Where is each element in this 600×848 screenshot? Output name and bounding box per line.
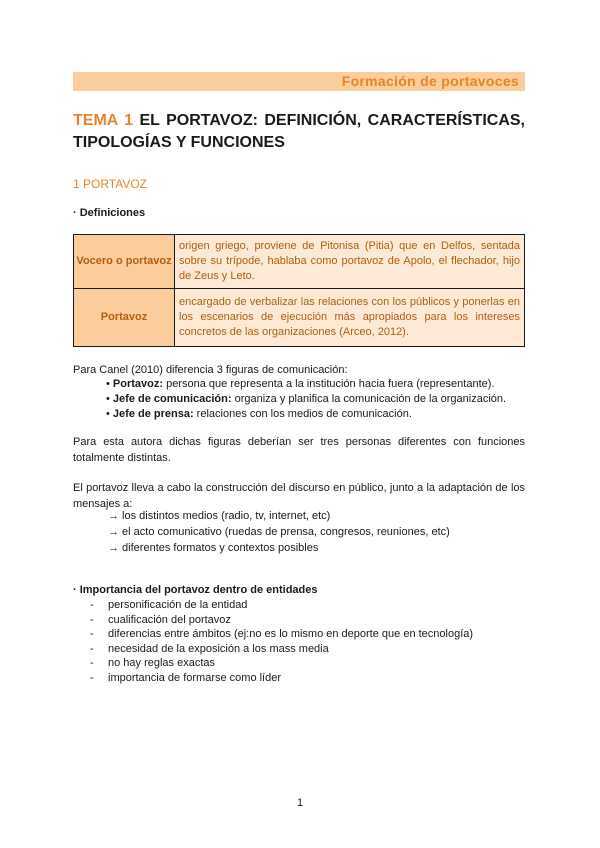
list-item: - personificación de la entidad [90, 599, 248, 611]
definitions-table [73, 234, 525, 347]
list-item: - necesidad de la exposición a los mass media [90, 642, 329, 655]
list-text: organiza y planifica la comunicación de la organización. [231, 393, 507, 405]
list-item: → los distintos medios (radio, tv, internet, etc) [108, 510, 331, 522]
list-item: - importancia de formarse como líder [90, 671, 282, 684]
list-item: - no hay reglas exactas [90, 657, 216, 670]
page-title [73, 110, 525, 154]
table-row [74, 235, 525, 289]
autora-paragraph: Para esta autora dichas figuras deberían ser tres personas diferentes con funciones totalmente distintas. [73, 436, 525, 464]
list-item: - cualificación del portavoz [90, 613, 231, 626]
list-text: personificación de la entidad [108, 599, 248, 611]
desc-cell: encargado de verbalizar las relaciones con los públicos y ponerlas en los escenarios de ejecución más apropiados para los intereses concretos de las organizaciones (Arceo, 2012). [175, 289, 525, 347]
importancia-heading: · Importancia del portavoz dentro de entidades [73, 584, 318, 596]
list-item: → diferentes formatos y contextos posibles [108, 542, 319, 554]
section-title: 1 PORTAVOZ [73, 177, 148, 191]
list-text: relaciones con los medios de comunicación. [193, 408, 412, 420]
canel-list [106, 377, 526, 422]
list-term: Jefe de prensa: [112, 408, 194, 420]
list-text: diferencias entre ámbitos (ej:no es lo mismo en deporte que en tecnología) [108, 628, 474, 641]
list-item: → el acto comunicativo (ruedas de prensa, congresos, reuniones, etc) [108, 526, 450, 538]
definiciones-heading: · Definiciones [73, 207, 146, 219]
list-text: persona que representa a la institución hacia fuera (representante). [163, 378, 495, 390]
table-row [74, 289, 525, 347]
canel-intro: Para Canel (2010) diferencia 3 figuras de comunicación: [73, 364, 348, 376]
list-item: • Portavoz: persona que representa a la institución hacia fuera (representante). [106, 378, 495, 390]
term-cell: Portavoz [74, 289, 175, 347]
discurso-list [108, 508, 450, 556]
list-text: necesidad de la exposición a los mass media [108, 642, 329, 655]
importancia-list [90, 598, 473, 686]
list-term: Jefe de comunicación: [112, 393, 232, 405]
title-text: EL PORTAVOZ: DEFINICIÓN, CARACTERÍSTICAS, TIPOLOGÍAS Y FUNCIONES [73, 112, 525, 151]
list-item: - diferencias entre ámbitos (ej:no es lo mismo en deporte que en tecnología) [90, 628, 474, 641]
title-number: TEMA 1 [73, 112, 134, 129]
list-text: no hay reglas exactas [108, 657, 216, 670]
header-band [73, 72, 525, 91]
list-text: cualificación del portavoz [108, 613, 231, 626]
term-cell: Vocero o portavoz [74, 235, 175, 289]
header-title: Formación de portavoces [341, 73, 519, 89]
page-number: 1 [296, 797, 304, 809]
list-text: importancia de formarse como líder [108, 671, 282, 684]
list-item: • Jefe de prensa: relaciones con los medios de comunicación. [106, 408, 412, 420]
discurso-intro: El portavoz lleva a cabo la construcción del discurso en público, junto a la adaptación de los mensajes a: [73, 482, 525, 510]
list-term: Portavoz: [112, 378, 164, 390]
list-item: • Jefe de comunicación: organiza y planifica la comunicación de la organización. [106, 393, 507, 405]
desc-cell: origen griego, proviene de Pitonisa (Pitia) que en Delfos, sentada sobre su trípode, hablaba como portavoz de Apolo, el flechador, hijo de Zeus y Leto. [175, 235, 525, 289]
